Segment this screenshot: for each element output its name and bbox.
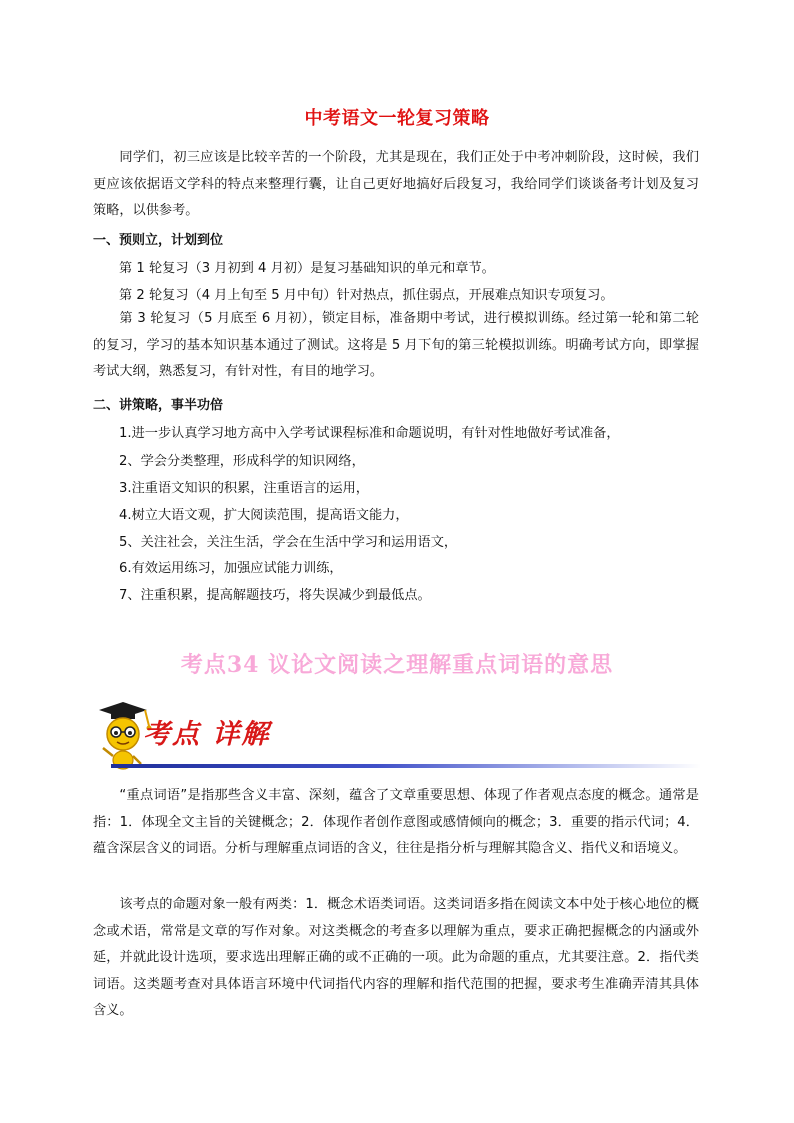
banner-underline <box>111 764 701 768</box>
banner-label: 考点 详解 <box>143 719 271 750</box>
strategy-item: 5、关注社会，关注生活，学会在生活中学习和运用语文， <box>119 535 458 550</box>
round3-paragraph: 第 3 轮复习（5 月底至 6 月初），锁定目标，准备期中考试，进行模拟训练。经过第一轮和第二轮的复习，学习的基本知识基本通过了测试。这将是 5 月下旬的第三轮模拟训练。明确考试方向，即掌握考试大纲，熟悉复习，有针对性，有目的地学习。 <box>93 311 699 379</box>
topic-title: 考点34 议论文阅读之理解重点词语的意思 <box>180 652 614 678</box>
explain-paragraph-1: “重点词语”是指那些含义丰富、深刻，蕴含了文章重要思想、体现了作者观点态度的概念。通常是指：1．体现全文主旨的关键概念；2．体现作者创作意图或感情倾向的概念；3．重要的指示代词；4．蕴含深层含义的词语。分析与理解重点词语的含义，往往是指分析与理解其隐含义、指代义和语境义。 <box>93 788 699 856</box>
intro-paragraph: 同学们，初三应该是比较辛苦的一个阶段，尤其是现在，我们正处于中考冲刺阶段，这时候，我们更应该依据语文学科的特点来整理行囊，让自己更好地搞好后段复习，我给同学们谈谈备考计划及复习策略，以供参考。 <box>93 150 699 218</box>
strategy-item: 2、学会分类整理，形成科学的知识网络， <box>119 454 365 469</box>
strategy-item: 6.有效运用练习，加强应试能力训练， <box>119 561 343 576</box>
strategy-item: 4.树立大语文观，扩大阅读范围，提高语文能力， <box>119 508 409 523</box>
section2-heading: 二、讲策略，事半功倍 <box>93 398 224 413</box>
strategy-item: 7、注重积累，提高解题技巧，将失误减少到最低点。 <box>119 588 431 603</box>
section1-heading: 一、预则立，计划到位 <box>93 233 224 248</box>
section-banner <box>93 700 701 772</box>
round2-text: 第 2 轮复习（4 月上旬至 5 月中旬）针对热点，抓住弱点，开展难点知识专项复习。 <box>119 288 614 303</box>
strategy-item: 3.注重语文知识的积累，注重语言的运用， <box>119 481 369 496</box>
explain-paragraph-2: 该考点的命题对象一般有两类：1．概念术语类词语。这类词语多指在阅读文本中处于核心地位的概念或术语，常常是文章的写作对象。对这类概念的考查多以理解为重点，要求正确把握概念的内涵或外延，并就此设计选项，要求选出理解正确的或不正确的一项。此为命题的重点，尤其要注意。2．指代类词语。这类题考查对具体语言环境中代词指代内容的理解和指代范围的把握，要求考生准确弄清其具体含义。 <box>93 897 699 1018</box>
round1-text: 第 1 轮复习（3 月初到 4 月初）是复习基础知识的单元和章节。 <box>119 261 495 276</box>
strategy-item: 1.进一步认真学习地方高中入学考试课程标准和命题说明，有针对性地做好考试准备， <box>119 426 620 441</box>
page-title: 中考语文一轮复习策略 <box>304 108 490 129</box>
